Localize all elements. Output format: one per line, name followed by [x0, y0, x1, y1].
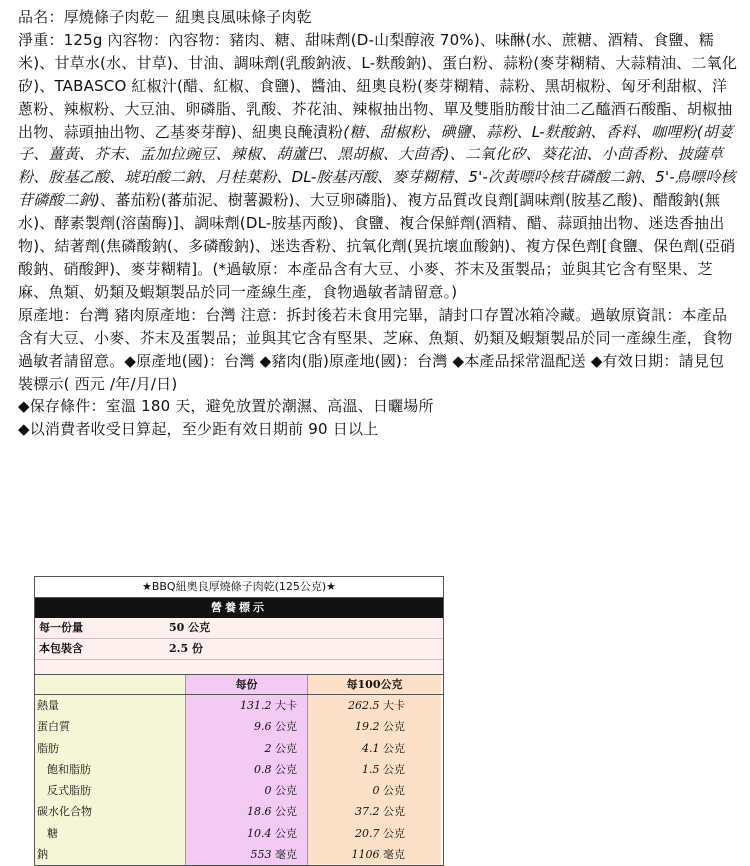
per-serving-value: 18.6 — [247, 805, 272, 819]
per-serving-value: 553 — [250, 848, 272, 862]
column-header-per-100g: 每100公克 — [307, 675, 441, 694]
nutrient-per-serving — [185, 823, 307, 844]
per-100g-value: 1106 — [351, 848, 380, 862]
per-100g-value: 0 — [372, 784, 380, 798]
nutrient-name: 脂肪 — [35, 738, 185, 759]
document-body — [18, 6, 738, 441]
nutrition-row — [35, 716, 443, 737]
nutrition-product-title: ★BBQ紐奧良厚燒條子肉乾(125公克)★ — [35, 577, 443, 598]
nutrition-rows — [35, 695, 443, 865]
nutrient-per-serving — [185, 738, 307, 759]
column-header-per-serving: 每份 — [185, 675, 307, 694]
origin-and-allergen-paragraph: 原產地：台灣 豬肉原產地：台灣 注意：拆封後若未食用完畢，請封口存置冰箱冷藏。過敏原資訊：本產品含有大豆、小麥、芥末及蛋製品；並與其它含有堅果、芝麻、魚類、奶類及蝦類製品於同一產線生產，食物過敏者請留意。◆原產地(國)：台灣 ◆豬肉(脂)原產地(國)：台灣 ◆本產品採常溫配送 ◆有效日期：請見包裝標示( 西元 /年/月/日) — [18, 305, 733, 393]
per-100g-unit: 公克 — [383, 762, 405, 776]
serving-size-label: 每一份量 — [39, 621, 83, 634]
per-100g-unit: 公克 — [383, 741, 405, 755]
nutrient-per-serving — [185, 780, 307, 801]
nutrient-name: 飽和脂肪 — [35, 759, 185, 780]
nutrition-row — [35, 823, 443, 844]
per-serving-unit: 公克 — [275, 784, 297, 798]
servings-value: 2.5 份 — [169, 642, 203, 655]
expiry-condition-line: ◆以消費者收受日算起，至少距有效日期前 90 日以上 — [18, 420, 379, 439]
per-serving-value: 2 — [264, 741, 272, 755]
ingredients-paragraph — [18, 29, 738, 304]
nutrient-per-serving — [185, 716, 307, 737]
nutrition-row — [35, 780, 443, 801]
per-serving-unit: 公克 — [275, 826, 297, 840]
column-header-name — [35, 675, 185, 694]
nutrition-column-headers — [35, 675, 443, 695]
nutrient-name: 蛋白質 — [35, 716, 185, 737]
nutrition-spacer — [35, 660, 443, 675]
nutrient-per-100g — [307, 759, 441, 780]
per-serving-value: 0 — [264, 784, 272, 798]
nutrition-row — [35, 695, 443, 716]
nutrient-per-serving — [185, 695, 307, 716]
nutrition-row — [35, 759, 443, 780]
nutrient-per-100g — [307, 801, 441, 822]
per-serving-unit: 毫克 — [275, 848, 297, 862]
nutrition-row — [35, 844, 443, 865]
nutrient-per-100g — [307, 780, 441, 801]
nutrient-per-100g — [307, 844, 441, 865]
ingredients-continued: 、蕃茄粉(蕃茄泥、樹薯澱粉)、大豆卵磷脂)、複方品質改良劑[調味劑(胺基乙酸)、醋酸鈉(無水)、酵素製劑(溶菌酶)]、調味劑(DL-胺基丙酸)、食鹽、複合保鮮劑(酒精、醋、蒜頭抽出物、迷迭香抽出物)、結著劑(焦磷酸鈉(、多磷酸鈉)、迷迭香粉、抗氧化劑(異抗壞血酸鈉)、複方保色劑[食鹽、保色劑(亞硝酸鈉、硝酸鉀)、麥芽糊精]。(*過敏原：本產品含有大豆、小麥、芥末及蛋製品；並與其它含有堅果、芝麻、魚類、奶類及蝦類製品於同一產線生產，食物過敏者請留意。) — [18, 191, 736, 301]
servings-label: 本包裝含 — [39, 642, 83, 655]
per-serving-unit: 公克 — [275, 762, 297, 776]
per-100g-unit: 大卡 — [383, 699, 405, 712]
nutrient-per-serving — [185, 801, 307, 822]
serving-size-value: 50 公克 — [169, 621, 211, 634]
nutrient-per-serving — [185, 844, 307, 865]
nutrient-per-serving — [185, 759, 307, 780]
per-serving-unit: 公克 — [275, 720, 297, 734]
per-100g-value: 20.7 — [355, 826, 380, 840]
per-100g-unit: 毫克 — [383, 848, 405, 862]
per-serving-value: 10.4 — [247, 826, 272, 840]
nutrient-name: 碳水化合物 — [35, 801, 185, 822]
product-name-line: 品名：厚燒條子肉乾－ 紐奧良風味條子肉乾 — [18, 8, 312, 26]
per-100g-value: 19.2 — [355, 720, 380, 734]
nutrition-row — [35, 738, 443, 759]
per-100g-value: 262.5 — [348, 699, 380, 712]
per-100g-value: 1.5 — [362, 762, 380, 776]
storage-condition-line: ◆保存條件：室溫 180 天，避免放置於潮濕、高溫、日曬場所 — [18, 397, 434, 416]
per-serving-unit: 公克 — [275, 805, 297, 819]
per-serving-unit: 公克 — [275, 741, 297, 755]
per-serving-value: 9.6 — [254, 720, 272, 734]
ingredients-text: 淨重：125g 內容物：內容物：豬肉、糖、甜味劑(D-山梨醇液 70%)、味醂(水、蔗糖、酒精、食鹽、糯米)、甘草水(水、甘草)、甘油、調味劑(乳酸鈉液、L-麩酸鈉)、蛋白粉、蒜粉(麥芽糊精、大蒜精油、二氧化矽)、TABASCO 紅椒汁(醋、紅椒、食鹽)、醬油、紐奧良粉(麥芽糊精、蒜粉、黑胡椒粉、匈牙利甜椒、洋蔥粉、辣椒粉、大豆油、卵磷脂、乳酸、芥花油、辣椒抽出物、單及雙脂肪酸甘油二乙醯酒石酸酯、胡椒抽出物、蒜頭抽出物、乙基麥芽醇)、紐奧良醃漬粉 — [18, 30, 738, 141]
per-serving-value: 0.8 — [254, 762, 272, 776]
nutrient-name: 反式脂肪 — [35, 780, 185, 801]
nutrient-per-100g — [307, 823, 441, 844]
serving-size-row — [35, 618, 443, 639]
per-100g-unit: 公克 — [383, 784, 405, 798]
per-serving-value: 131.2 — [240, 699, 272, 712]
servings-per-package-row — [35, 639, 443, 660]
nutrient-per-100g — [307, 716, 441, 737]
nutrition-header: 營養標示 — [35, 598, 443, 618]
nutrient-per-100g — [307, 695, 441, 716]
nutrient-name: 鈉 — [35, 844, 185, 865]
nutrient-per-100g — [307, 738, 441, 759]
per-100g-unit: 公克 — [383, 805, 405, 819]
nutrient-name: 糖 — [35, 823, 185, 844]
per-serving-unit: 大卡 — [275, 699, 297, 712]
nutrition-row — [35, 801, 443, 822]
nutrient-name: 熱量 — [35, 695, 185, 716]
nutrition-facts-table — [34, 576, 444, 866]
per-100g-unit: 公克 — [383, 720, 405, 734]
seasoning-ingredients-italic: (糖、甜椒粉、碘鹽、蒜粉、L-麩酸鈉、香料、咖哩粉(胡荽子、薑黃、芥末、孟加拉豌豆、辣椒、葫蘆巴、黑胡椒、大茴香)、二氧化矽、葵花油、小茴香粉、披薩草粉、胺基乙酸、琥珀酸二鈉、月桂葉粉、DL-胺基丙酸、麥芽糊精、5'-次黃嘌呤核苷磷酸二鈉、5'-鳥嘌呤核苷磷酸二鈉) — [18, 122, 736, 210]
per-100g-value: 4.1 — [362, 741, 380, 755]
per-100g-unit: 公克 — [383, 826, 405, 840]
per-100g-value: 37.2 — [355, 805, 380, 819]
